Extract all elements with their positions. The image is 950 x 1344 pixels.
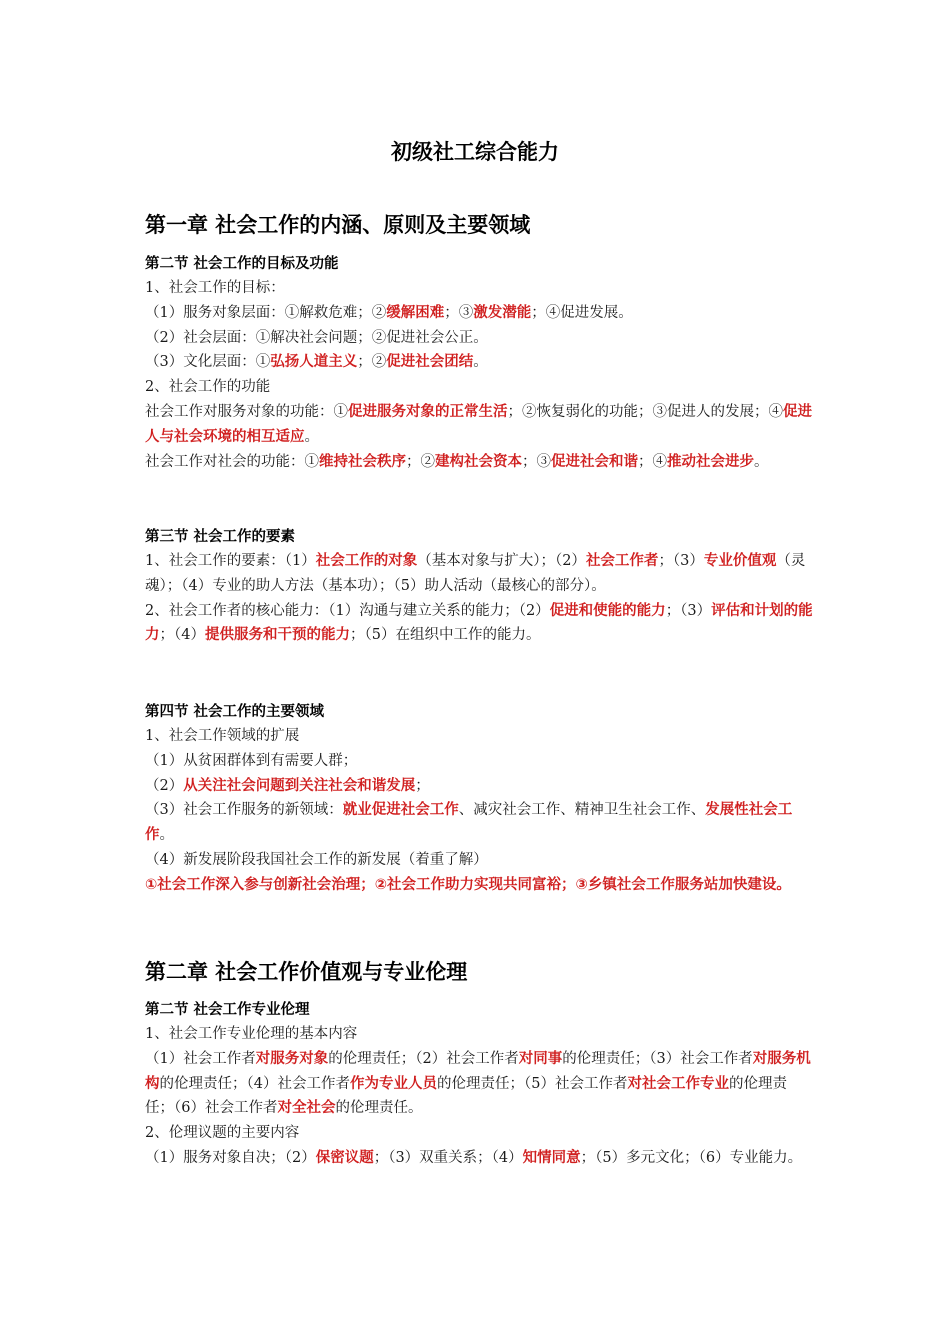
body-text: ；（3）双重关系；（4）: [373, 1149, 523, 1166]
body-text: （1）从贫困群体到有需要人群；: [145, 752, 358, 769]
section-heading: 第四节 社会工作的主要领域: [145, 704, 325, 720]
body-text: 社会工作对社会的功能：①: [145, 453, 319, 470]
highlighted-text: 促进服务对象的正常生活: [348, 403, 508, 420]
body-text: ；（3）: [658, 553, 704, 569]
body-text: 2、社会工作的功能: [145, 379, 271, 396]
body-text: 1、社会工作领域的扩展: [145, 728, 300, 744]
body-text: 1、社会工作专业伦理的基本内容: [145, 1026, 358, 1042]
highlighted-text: 就业促进社会工作: [342, 802, 459, 819]
body-text: 2、社会工作者的核心能力：（1）沟通与建立关系的能力；（2）: [145, 602, 550, 619]
paragraph: [145, 1022, 813, 1047]
highlighted-text: 社会工作的对象: [315, 553, 418, 569]
body-text: （3）文化层面：①: [145, 354, 271, 371]
highlighted-text: 对服务对象: [255, 1050, 329, 1067]
highlighted-text: 对全社会: [277, 1100, 336, 1117]
body-text: ；（5）在组织中工作的能力。: [349, 627, 541, 644]
section-body: [145, 276, 813, 474]
body-text: 2、伦理议题的主要内容: [145, 1125, 300, 1142]
highlighted-text: 提供服务和干预的能力: [204, 627, 350, 644]
paragraph: [145, 749, 813, 774]
body-text: 1、社会工作的目标：: [145, 280, 285, 296]
paragraph: [145, 724, 813, 749]
highlighted-text: 维持社会秩序: [319, 453, 406, 470]
body-text: （3）社会工作服务的新领域：: [145, 802, 343, 819]
body-text: ；③: [522, 453, 551, 470]
chapter-1-section-4: [145, 700, 813, 898]
highlighted-text: 促进社会和谐: [551, 453, 638, 470]
paragraph: [145, 450, 813, 475]
chapter-heading: 第二章 社会工作价值观与专业伦理: [145, 960, 468, 984]
paragraph: [145, 873, 813, 898]
body-text: ；: [415, 777, 430, 794]
body-text: ；③: [444, 304, 474, 321]
body-text: 的伦理责任；（6）社会工作者: [145, 1075, 787, 1117]
highlighted-text: 激发潜能: [473, 304, 532, 321]
body-text: （2）社会层面：①解决社会问题；②促进社会公正。: [145, 329, 488, 346]
body-text: 、减灾社会工作、精神卫生社会工作、: [458, 802, 706, 819]
paragraph: [145, 1047, 813, 1121]
body-text: 1、社会工作的要素：（1）: [145, 553, 316, 569]
body-text: （基本对象与扩大）；（2）: [417, 553, 586, 569]
body-text: ；（3）: [665, 602, 712, 619]
body-text: ；④促进发展。: [531, 304, 633, 321]
highlighted-text: 评估和计划的能力: [145, 602, 813, 644]
paragraph: [145, 301, 813, 326]
paragraph: [145, 599, 813, 649]
highlighted-text: 推动社会进步: [667, 453, 754, 470]
chapter-1-section-2: [145, 252, 813, 474]
highlighted-text: 知情同意: [522, 1149, 581, 1166]
paragraph: [145, 350, 813, 375]
highlighted-text: 对社会工作专业: [627, 1075, 729, 1092]
highlighted-text: 弘扬人道主义: [270, 354, 358, 371]
highlighted-text: 促进社会团结: [386, 354, 474, 371]
body-text: 社会工作对服务对象的功能：①: [145, 403, 348, 420]
body-text: 的伦理责任；（5）社会工作者: [436, 1075, 628, 1092]
body-text: （1）社会工作者: [145, 1050, 256, 1067]
highlighted-text: 保密议题: [315, 1149, 374, 1166]
body-text: ；②: [357, 354, 387, 371]
section-heading: 第二节 社会工作的目标及功能: [145, 256, 339, 272]
body-text: ；（5）多元文化；（6）专业能力。: [580, 1149, 803, 1166]
section-body: [145, 724, 813, 898]
chapter-heading: 第一章 社会工作的内涵、原则及主要领域: [145, 213, 531, 237]
highlighted-text: 发展性社会工作: [145, 802, 793, 844]
body-text: （4）新发展阶段我国社会工作的新发展（着重了解）: [145, 851, 488, 868]
body-text: 的伦理责任；（3）社会工作者: [562, 1050, 753, 1067]
document-title: 初级社工综合能力: [391, 140, 559, 164]
paragraph: [145, 375, 813, 400]
section-heading: 第二节 社会工作专业伦理: [145, 1002, 310, 1018]
chapter-2-section-2: [145, 998, 813, 1171]
body-text: （1）服务对象层面：①解救危难；②: [145, 304, 387, 321]
body-text: （灵魂）；（4）专业的助人方法（基本功）；（5）助人活动（最核心的部分）。: [145, 553, 806, 594]
paragraph: [145, 798, 813, 848]
body-text: ；②: [406, 453, 435, 470]
paragraph: [145, 848, 813, 873]
body-text: 。: [159, 827, 174, 844]
highlighted-text: 专业价值观: [703, 553, 777, 569]
paragraph: [145, 1121, 813, 1146]
body-text: 。: [473, 354, 488, 371]
body-text: （1）服务对象自决；（2）: [145, 1149, 316, 1166]
paragraph: [145, 549, 813, 599]
chapter-2: [145, 958, 813, 986]
chapter-1: [145, 211, 813, 239]
body-text: 。: [754, 453, 769, 470]
paragraph: [145, 1146, 813, 1171]
body-text: 的伦理责任。: [335, 1100, 423, 1117]
highlighted-text: 缓解困难: [386, 304, 445, 321]
highlighted-text: 促进人与社会环境的相互适应: [145, 403, 812, 445]
body-text: 的伦理责任；（4）社会工作者: [159, 1075, 350, 1092]
section-body: [145, 1022, 813, 1171]
highlighted-text: 从关注社会问题到关注社会和谐发展: [183, 777, 416, 794]
chapter-1-section-3: [145, 525, 813, 648]
highlighted-text: ①社会工作深入参与创新社会治理；②社会工作助力实现共同富裕；③乡镇社会工作服务站加快建设。: [145, 876, 791, 893]
body-text: 的伦理责任；（2）社会工作者: [328, 1050, 519, 1067]
section-body: [145, 549, 813, 648]
paragraph: [145, 276, 813, 301]
body-text: ；（4）: [159, 627, 205, 644]
highlighted-text: 促进和使能的能力: [549, 602, 666, 619]
highlighted-text: 社会工作者: [585, 553, 659, 569]
body-text: ；②恢复弱化的功能；③促进人的发展；④: [507, 403, 783, 420]
highlighted-text: 对同事: [518, 1050, 563, 1067]
highlighted-text: 建构社会资本: [435, 453, 522, 470]
paragraph: [145, 400, 813, 450]
section-heading: 第三节 社会工作的要素: [145, 529, 296, 545]
paragraph: [145, 326, 813, 351]
body-text: 。: [304, 428, 319, 445]
highlighted-text: 作为专业人员: [349, 1075, 437, 1092]
paragraph: [145, 774, 813, 799]
body-text: ；④: [638, 453, 667, 470]
highlighted-text: 对服务机构: [145, 1050, 811, 1092]
body-text: （2）: [145, 777, 184, 794]
